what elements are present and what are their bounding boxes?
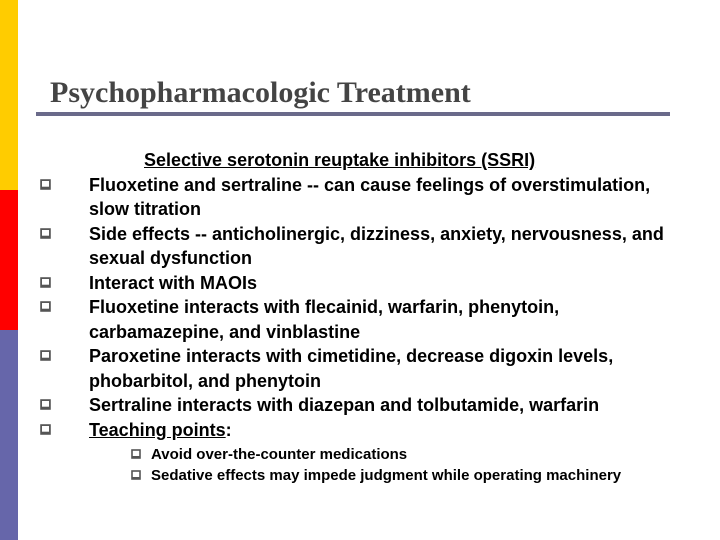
bullet-item — [40, 271, 680, 296]
left-bar-blue-segment — [0, 330, 18, 540]
square-bullet-icon — [40, 179, 51, 190]
title-underline-rule — [36, 112, 670, 116]
left-color-bar — [0, 0, 18, 540]
square-bullet-icon — [131, 449, 141, 459]
square-bullet-icon — [40, 301, 51, 312]
bullet-item — [40, 393, 680, 418]
bullet-text: Sertraline interacts with diazepan and tolbutamide, warfarin — [89, 395, 600, 415]
sub-bullet-item — [89, 444, 680, 465]
square-bullet-icon — [40, 424, 51, 435]
square-bullet-icon — [40, 277, 51, 288]
teaching-points-label: Teaching points — [89, 419, 226, 440]
bullet-text: Paroxetine interacts with cimetidine, decrease digoxin levels, phobarbitol, and phenytoin — [89, 346, 614, 391]
square-bullet-icon — [40, 228, 51, 239]
sub-bullet-text: Sedative effects may impede judgment while operating machinery — [151, 467, 622, 484]
square-bullet-icon — [40, 399, 51, 410]
bullet-text: Side effects -- anticholinergic, dizziness, anxiety, nervousness, and sexual dysfunction — [89, 223, 664, 268]
bullet-item — [40, 173, 680, 222]
sub-bullet-item — [89, 465, 680, 486]
square-bullet-icon — [131, 470, 141, 480]
bullet-item — [40, 344, 680, 393]
bullet-text: Fluoxetine and sertraline -- can cause feelings of overstimulation, slow titration — [89, 174, 651, 219]
bullet-text: Interact with MAOIs — [89, 272, 258, 293]
teaching-points-list — [89, 444, 680, 486]
slide-subtitle: Selective serotonin reuptake inhibitors (SSRI) — [144, 150, 536, 170]
bullet-item — [40, 295, 680, 344]
sub-bullet-text: Avoid over-the-counter medications — [151, 446, 408, 463]
bullet-list — [40, 173, 680, 487]
bullet-item — [40, 222, 680, 271]
left-bar-red-segment — [0, 190, 18, 330]
teaching-points-colon: : — [225, 419, 232, 440]
bullet-item-teaching-points — [40, 418, 680, 487]
bullet-text: Fluoxetine interacts with flecainid, warfarin, phenytoin, carbamazepine, and vinblastine — [89, 297, 560, 342]
square-bullet-icon — [40, 350, 51, 361]
left-bar-yellow-segment — [0, 0, 18, 190]
slide-title: Psychopharmacologic Treatment — [50, 76, 471, 109]
slide-content — [40, 148, 680, 486]
